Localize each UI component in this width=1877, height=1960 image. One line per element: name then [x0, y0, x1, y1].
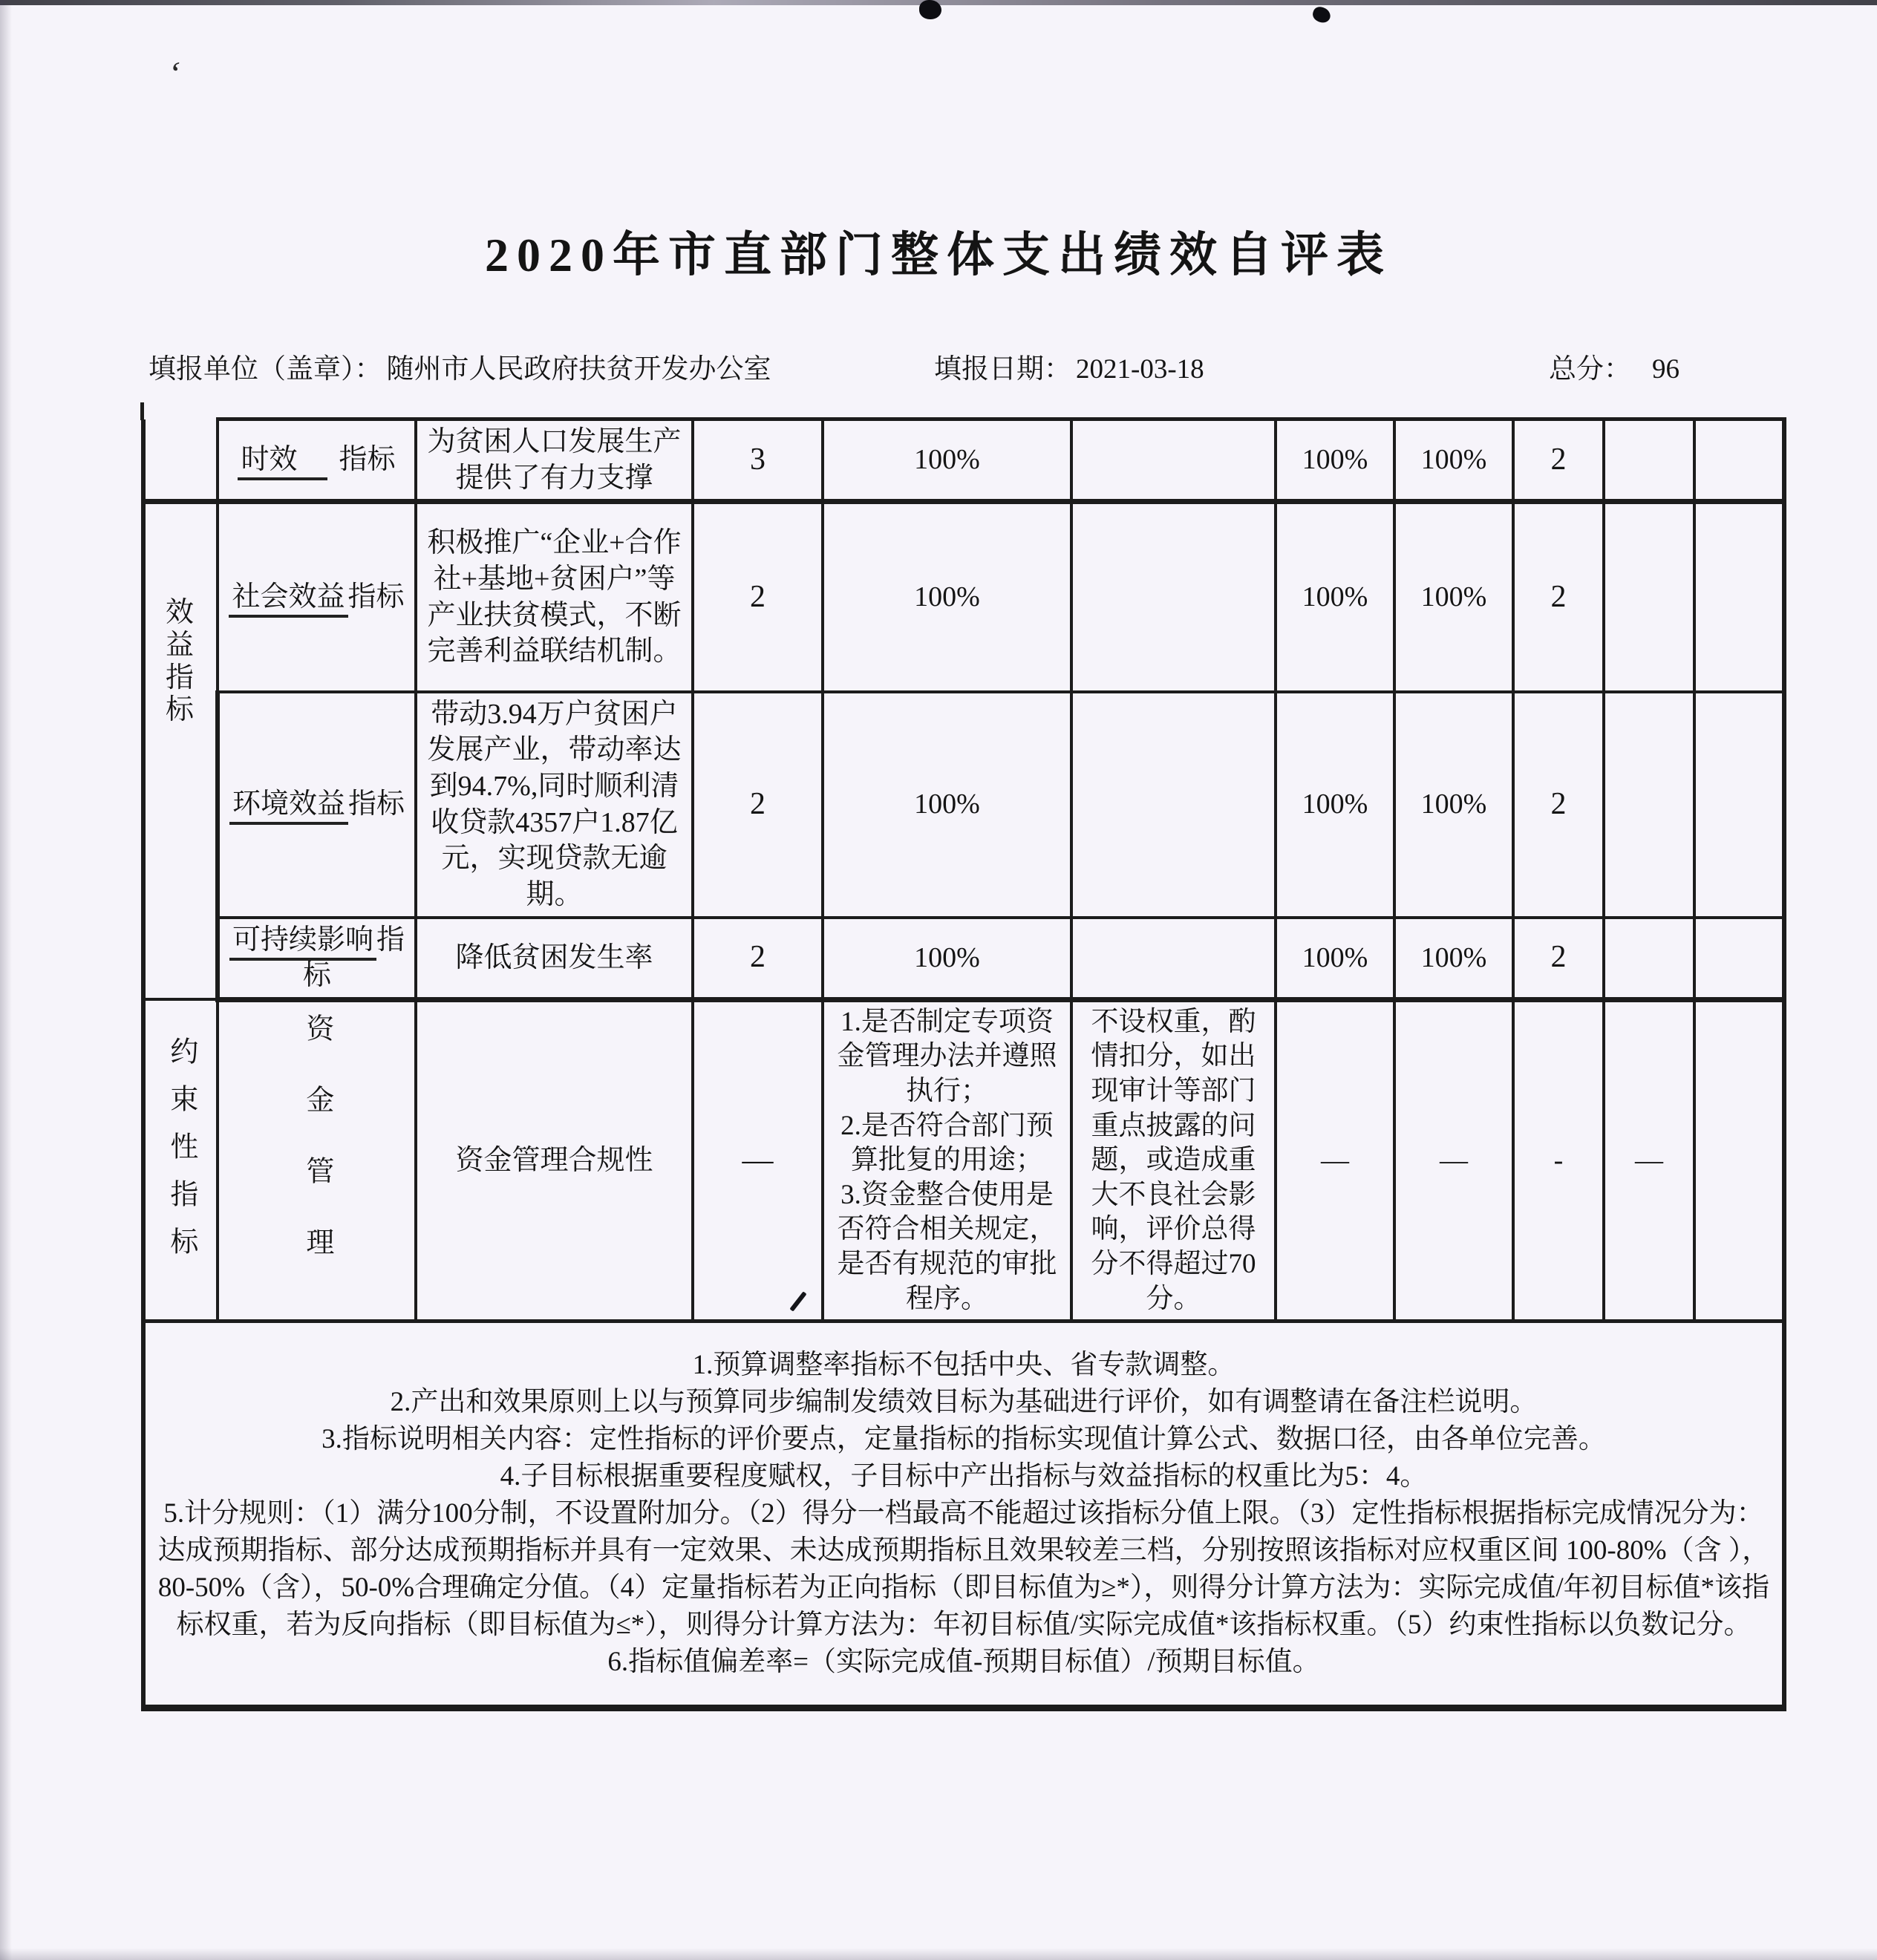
report-date-value: 2021-03-18 [1076, 354, 1204, 385]
completion-rate: 100% [1394, 692, 1513, 918]
criteria-item: 1.是否制定专项资金管理办法并遵照执行； [837, 1006, 1057, 1106]
indicator-name-underlined: 社会效益 [229, 581, 347, 618]
empty-cell [1604, 502, 1694, 692]
performance-self-evaluation-table [141, 417, 1786, 1711]
completion-rate: 100% [1394, 502, 1513, 692]
completion-rate: 100% [1394, 419, 1513, 502]
indicator-weight: 2 [693, 918, 823, 1000]
indicator-name-fund-compliance: 资金管理合规性 [416, 999, 693, 1321]
empty-cell [1071, 502, 1276, 692]
indicator-name-underlined: 时效 [238, 444, 327, 480]
target-value: 100% [823, 692, 1071, 918]
note-line-4: 4.子目标根据重要程度赋权，子目标中产出指标与效益指标的权重比为5：4。 [500, 1461, 1428, 1492]
empty-cell [1604, 692, 1694, 918]
report-date-label: 填报日期： [934, 354, 1071, 385]
notes-cell [143, 1322, 1784, 1708]
table-row-notes [143, 1322, 1784, 1708]
indicator-name-underlined: 可持续影响 [229, 924, 376, 961]
indicator-name-underlined: 环境效益 [229, 788, 348, 825]
actual-value: 100% [1276, 692, 1394, 918]
empty-cell [1694, 502, 1784, 692]
note-line-2: 2.产出和效果原则上以与预算同步编制发绩效目标为基础进行评价，如有调整请在备注栏说明。 [390, 1387, 1538, 1418]
score-value: 2 [1513, 918, 1604, 1000]
indicator-weight: 2 [693, 502, 823, 692]
score-value: 2 [1513, 502, 1604, 692]
report-date [934, 346, 1204, 386]
indicator-weight-dash: — [693, 999, 823, 1321]
empty-cell [1071, 692, 1276, 918]
note-line-5: 5.计分规则：（1）满分100分制，不设置附加分。（2）得分一档最高不能超过该指标分值上限。（3）定性指标根据指标完成情况分为：达成预期指标、部分达成预期指标并具有一定效果、未达成预期指标且效果较差三档，分别按照该指标对应权重区间 100-80%（含 ），80-50%（含），50-0%合理确定分值。（4）定量指标若为正向指标（即目标值为≥*），则得分计算方法为：实际完成值/年初目标值*该指标权重，若为反向指标（即目标值为≤*），则得分计算方法为：年初目标值/实际完成值*该指标权重。（5）约束性指标以负数记分。 [157, 1498, 1770, 1641]
report-unit-label: 填报单位（盖章）： [148, 354, 382, 385]
scan-left-shadow [0, 0, 12, 1960]
subcategory-cell-fund-management [218, 999, 416, 1321]
report-unit-value: 随州市人民政府扶贫开发办公室 [386, 354, 771, 385]
dash-cell: — [1604, 999, 1694, 1321]
indicator-name [218, 692, 416, 918]
empty-cell [1694, 419, 1784, 502]
empty-cell [1604, 918, 1694, 1000]
dash-cell: — [1276, 999, 1394, 1321]
indicator-description: 积极推广“企业+合作社+基地+贫困户”等产业扶贫模式，不断完善利益联结机制。 [416, 502, 693, 692]
indicator-name [218, 419, 416, 502]
target-value: 100% [823, 502, 1071, 692]
total-score-value: 96 [1652, 354, 1679, 385]
indicator-name-rest: 指标 [347, 581, 405, 613]
score-value: 2 [1513, 692, 1604, 918]
table-row-timeliness [143, 419, 1784, 502]
page-title: 2020年市直部门整体支出绩效自评表 [485, 229, 1392, 281]
actual-value: 100% [1276, 502, 1394, 692]
completion-rate: 100% [1394, 918, 1513, 1000]
note-line-1: 1.预算调整率指标不包括中央、省专款调整。 [692, 1350, 1235, 1381]
category-cell-constraint [143, 999, 218, 1321]
indicator-name [218, 502, 416, 692]
scan-bottom-shadow [0, 1948, 1877, 1960]
empty-cell [1071, 419, 1276, 502]
stray-pen-mark: ‘ [166, 53, 183, 93]
indicator-description: 带动3.94万户贫困户发展产业，带动率达到94.7%,同时顺利清收贷款4357户1.87亿元，实现贷款无逾期。 [416, 692, 693, 918]
empty-cell [1071, 918, 1276, 1000]
scan-ink-blob [1310, 4, 1332, 24]
indicator-name-rest: 指标 [348, 788, 405, 820]
indicator-name-rest: 指标 [302, 924, 405, 992]
subcategory-label-fund-management: 资金管理 [301, 1013, 333, 1299]
table-row-constraint-fund-management [143, 999, 1784, 1321]
dash-cell: - [1513, 999, 1604, 1321]
note-line-6: 6.指标值偏差率=（实际完成值-预期目标值）/预期目标值。 [607, 1647, 1320, 1678]
report-unit [148, 346, 771, 386]
criteria-item: 3.资金整合使用是否符合相关规定，是否有规范的审批程序。 [837, 1179, 1057, 1314]
scan-ink-blob [919, 0, 941, 19]
category-label-benefit: 效益 指标 [165, 597, 195, 726]
indicator-weight: 3 [693, 419, 823, 502]
empty-cell [1694, 999, 1784, 1321]
category-cell-benefit [143, 502, 218, 1000]
table-row-environment-benefit [143, 692, 1784, 918]
category-label-constraint: 约束性指标 [165, 1036, 197, 1275]
indicator-name-rest: 指标 [339, 444, 396, 476]
empty-cell [1694, 692, 1784, 918]
target-value: 100% [823, 419, 1071, 502]
criteria-item: 2.是否符合部门预算批复的用途； [840, 1110, 1054, 1176]
evaluation-criteria [823, 999, 1071, 1321]
dash-cell: — [1394, 999, 1513, 1321]
indicator-name [218, 918, 416, 1000]
total-score [1549, 346, 1679, 386]
note-line-3: 3.指标说明相关内容：定性指标的评价要点，定量指标的指标实现值计算公式、数据口径，由各单位完善。 [321, 1424, 1606, 1455]
actual-value: 100% [1276, 918, 1394, 1000]
target-value: 100% [823, 918, 1071, 1000]
indicator-weight: 2 [693, 692, 823, 918]
table-row-social-benefit [143, 502, 1784, 692]
category-cell-empty [143, 419, 218, 502]
scoring-rule: 不设权重，酌情扣分，如出现审计等部门重点披露的问题，或造成重大不良社会影响，评价总得分不得超过70分。 [1071, 999, 1276, 1321]
indicator-description: 为贫困人口发展生产提供了有力支撑 [416, 419, 693, 502]
total-score-label: 总分： [1549, 354, 1631, 385]
actual-value: 100% [1276, 419, 1394, 502]
table-row-sustainable-impact [143, 918, 1784, 1000]
indicator-description: 降低贫困发生率 [416, 918, 693, 1000]
score-value: 2 [1513, 419, 1604, 502]
empty-cell [1604, 419, 1694, 502]
empty-cell [1694, 918, 1784, 1000]
